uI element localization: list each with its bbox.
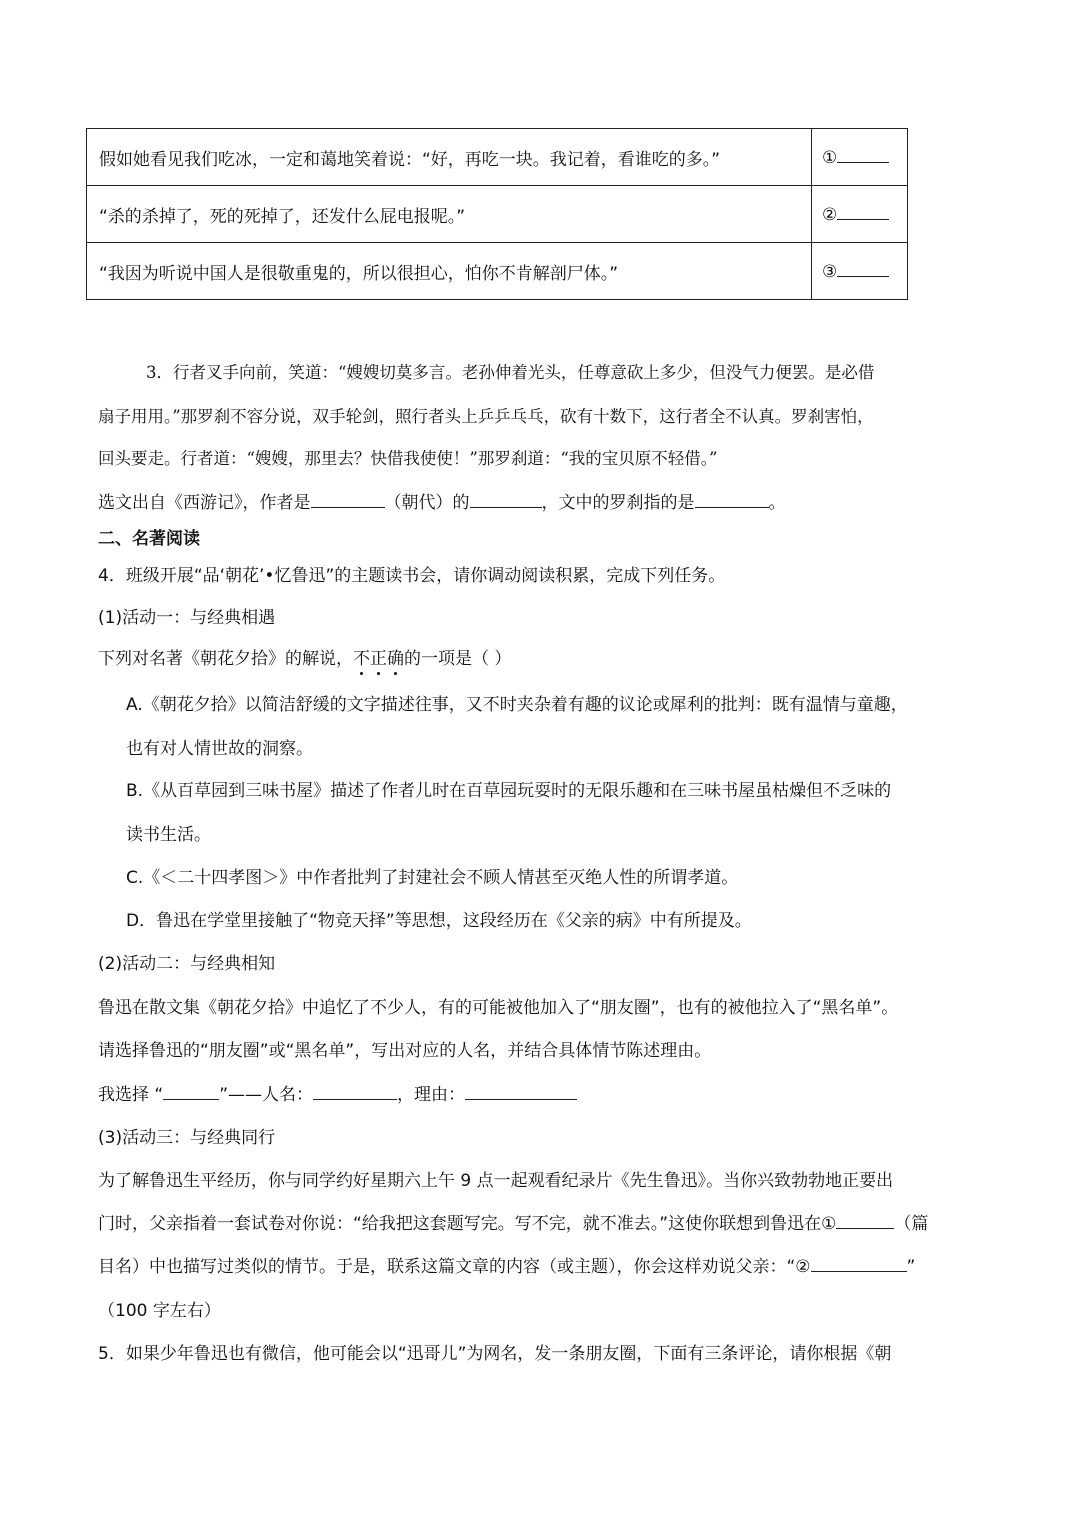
option-a-line-2: 也有对人情世故的洞察。 — [126, 739, 313, 759]
paragraph-text: 门时，父亲指着一套试卷对你说：“给我把这套题写完。写不完，就不准去。”这使你联想到鲁迅在① — [98, 1214, 837, 1234]
activity-1-question — [98, 644, 511, 669]
question-text: 下列对名著《朝花夕拾》的解说， — [98, 649, 353, 669]
quote-cell: 假如她看见我们吃冰，一定和蔼地笑着说：“好，再吃一块。我记着，看谁吃的多。” — [87, 129, 812, 186]
rakshasa-blank[interactable] — [695, 491, 769, 508]
answer-blank[interactable] — [837, 260, 889, 277]
table-row — [87, 186, 908, 243]
answer-cell[interactable] — [812, 186, 908, 243]
dynasty-blank[interactable] — [470, 491, 542, 508]
reason-blank[interactable] — [465, 1083, 577, 1100]
paragraph-text: ” — [906, 1257, 916, 1277]
q3-text: 。 — [768, 493, 786, 513]
persuasion-blank[interactable] — [811, 1255, 907, 1272]
activity-1-heading: (1)活动一：与经典相遇 — [98, 608, 276, 628]
option-c[interactable]: C.《＜二十四孝图＞》中作者批判了封建社会不顾人情甚至灭绝人性的所谓孝道。 — [126, 868, 739, 888]
emphasis-char: 不 — [353, 649, 370, 669]
q3-text: 选文出自《西游记》，作者是 — [98, 493, 311, 513]
q3-text: （朝代）的 — [384, 493, 470, 513]
q3-passage-line-3: 回头要走。行者道：“嫂嫂，那里去？快借我使使！”那罗刹道：“我的宝贝原不轻借。” — [98, 449, 718, 468]
circled-number: ① — [822, 148, 838, 168]
answer-blank[interactable] — [837, 203, 889, 220]
paragraph-text: （篇 — [894, 1214, 929, 1234]
q4-stem: 4．班级开展“品‘朝花’•忆鲁迅”的主题读书会，请你调动阅读积累，完成下列任务。 — [98, 566, 726, 586]
q3-text: ，文中的罗刹指的是 — [541, 493, 695, 513]
table-row — [87, 129, 908, 186]
answer-cell[interactable] — [812, 129, 908, 186]
answer-blank[interactable] — [837, 146, 889, 163]
emphasis-char: 确 — [387, 649, 404, 669]
choice-blank[interactable] — [163, 1083, 219, 1100]
activity-3-heading: (3)活动三：与经典同行 — [98, 1128, 276, 1148]
chapter-title-blank[interactable] — [836, 1212, 894, 1229]
activity-3-paragraph-2 — [98, 1209, 928, 1234]
activity-2-fill — [98, 1080, 577, 1105]
fill-text: 我选择 “ — [98, 1085, 164, 1105]
activity-2-heading: (2)活动二：与经典相知 — [98, 954, 276, 974]
q3-fill-question — [98, 488, 786, 513]
q5-stem: 5．如果少年鲁迅也有微信，他可能会以“迅哥儿”为网名，发一条朋友圈，下面有三条评论，请你根据《朝 — [98, 1344, 892, 1364]
quote-cell: “我因为听说中国人是很敬重鬼的，所以很担心，怕你不肯解剖尸体。” — [87, 243, 812, 300]
option-a-line-1[interactable]: A.《朝花夕拾》以简洁舒缓的文字描述往事，又不时夹杂着有趣的议论或犀利的批判：既有温情与童趣， — [126, 695, 908, 715]
option-d[interactable]: D．鲁迅在学堂里接触了“物竞天择”等思想，这段经历在《父亲的病》中有所提及。 — [126, 911, 752, 931]
quote-cell: “杀的杀掉了，死的死掉了，还发什么屁电报呢。” — [87, 186, 812, 243]
author-blank[interactable] — [311, 491, 385, 508]
circled-number: ③ — [822, 262, 838, 282]
activity-2-paragraph-2: 请选择鲁迅的“朋友圈”或“黑名单”，写出对应的人名，并结合具体情节陈述理由。 — [98, 1041, 712, 1061]
option-b-line-2: 读书生活。 — [126, 825, 211, 845]
fill-text: ，理由： — [397, 1085, 466, 1105]
q3-passage-line-1: 3．行者叉手向前，笑道：“嫂嫂切莫多言。老孙伸着光头，任尊意砍上多少，但没气力便罢。是必借 — [146, 363, 875, 382]
q3-passage-line-2: 扇子用用。”那罗刹不容分说，双手轮剑，照行者头上乒乒乓乓，砍有十数下，这行者全不认真。罗刹害怕， — [98, 407, 874, 426]
option-b-line-1[interactable]: B.《从百草园到三味书屋》描述了作者儿时在百草园玩耍时的无限乐趣和在三味书屋虽枯燥但不乏味的 — [126, 781, 892, 801]
activity-2-paragraph-1: 鲁迅在散文集《朝花夕拾》中追忆了不少人，有的可能被他加入了“朋友圈”，也有的被他拉入了“黑名单”。 — [98, 998, 899, 1018]
emphasis-char: 正 — [370, 649, 387, 669]
fill-text: ”——人名： — [219, 1085, 314, 1105]
table-row — [87, 243, 908, 300]
activity-3-paragraph-3 — [98, 1252, 915, 1277]
word-count-note: （100 字左右） — [98, 1301, 221, 1321]
paragraph-text: 目名）中也描写过类似的情节。于是，联系这篇文章的内容（或主题），你会这样劝说父亲：“② — [98, 1257, 811, 1277]
circled-number: ② — [822, 205, 838, 225]
section-heading: 二、名著阅读 — [98, 529, 200, 549]
question-text: 的一项是（ ） — [404, 649, 512, 669]
activity-3-paragraph-1: 为了解鲁迅生平经历，你与同学约好星期六上午 9 点一起观看纪录片《先生鲁迅》。当你兴致勃勃地正要出 — [98, 1171, 894, 1191]
name-blank[interactable] — [313, 1083, 397, 1100]
quote-matching-table — [86, 128, 908, 300]
answer-cell[interactable] — [812, 243, 908, 300]
